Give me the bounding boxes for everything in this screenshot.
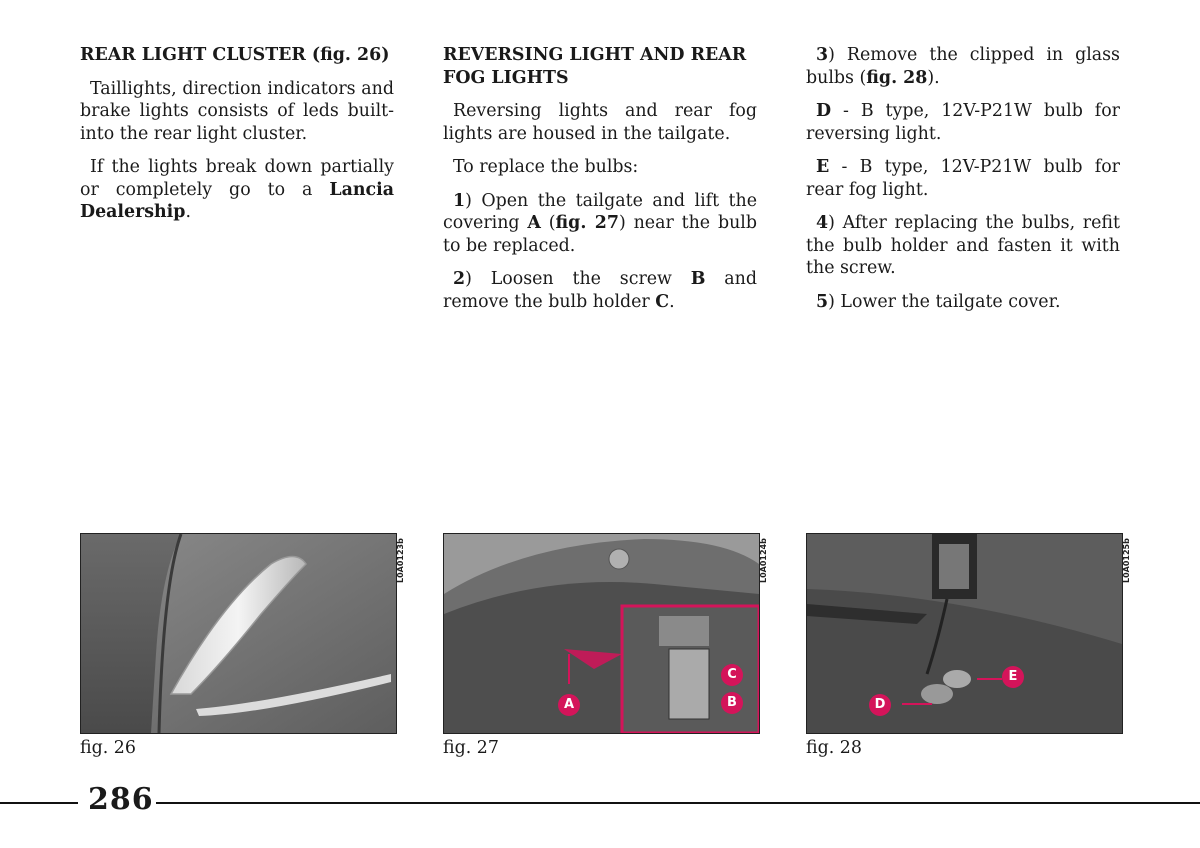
callout-e: E — [1002, 666, 1024, 688]
callout-b: B — [721, 692, 743, 714]
figure-26-caption: fig. 26 — [80, 738, 136, 758]
step-4: 4) After replacing the bulbs, refit the bulb holder and fasten it with the screw. — [806, 213, 1120, 278]
column-2 — [443, 44, 757, 324]
figure-28-photo — [806, 533, 1123, 734]
item-e: E - B type, 12V-P21W bulb for rear fog light. — [806, 157, 1120, 200]
column-3 — [806, 44, 1120, 324]
footer-rule-right — [156, 802, 1200, 804]
paragraph: To replace the bulbs: — [453, 157, 639, 177]
callout-d: D — [869, 694, 891, 716]
item-d: D - B type, 12V-P21W bulb for reversing light. — [806, 101, 1120, 144]
footer-rule-left — [0, 802, 78, 804]
paragraph: If the lights break down partially or completely go to a Lancia Dealership. — [80, 157, 394, 222]
figure-26-code: L0A0123b — [396, 538, 405, 583]
step-2: 2) Loosen the screw B and remove the bulb holder C. — [443, 269, 758, 312]
figure-27-code: L0A0124b — [759, 538, 768, 583]
paragraph: Taillights, direction indicators and brake lights consists of leds built-into the rear light cluster. — [80, 78, 394, 144]
callout-c: C — [721, 664, 743, 686]
paragraph: Reversing lights and rear fog lights are housed in the tailgate. — [443, 101, 757, 144]
step-5: 5) Lower the tailgate cover. — [816, 291, 1061, 312]
column-1 — [80, 44, 394, 235]
figure-27-caption: fig. 27 — [443, 738, 499, 758]
section-heading-rear-light-cluster: REAR LIGHT CLUSTER (fig. 26) — [80, 45, 390, 65]
figure-27-photo — [443, 533, 760, 734]
section-heading-reversing-fog-lights: REVERSING LIGHT AND REAR FOG LIGHTS — [443, 45, 747, 88]
figure-28-caption: fig. 28 — [806, 738, 862, 758]
step-1: 1) Open the tailgate and lift the covering A (fig. 27) near the bulb to be replaced. — [443, 190, 757, 256]
figure-26-photo — [80, 533, 397, 734]
step-3: 3) Remove the clipped in glass bulbs (fig. 28). — [806, 45, 1120, 88]
callout-a: A — [558, 694, 580, 716]
figure-28-code: L0A0125b — [1122, 538, 1131, 583]
page-number: 286 — [88, 782, 154, 817]
